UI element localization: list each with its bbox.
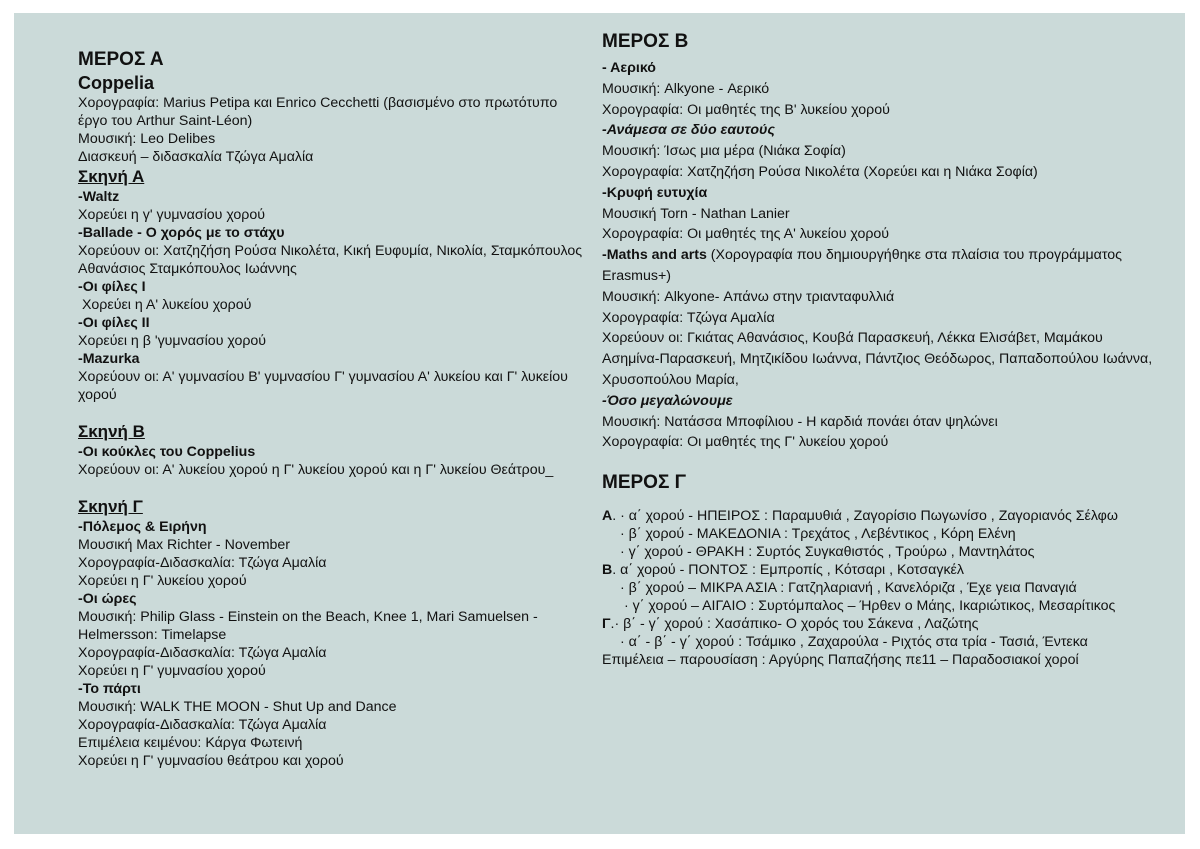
grow-title: -Όσο μεγαλώνουμε xyxy=(602,392,733,409)
friends1-title: -Οι φίλες Ι xyxy=(78,279,146,295)
adaptation-credit: Διασκευή – διδασκαλία Τζώγα Αμαλία xyxy=(78,149,314,165)
folk-b-label: Β xyxy=(602,562,613,579)
scene-c-title: Σκηνή Γ xyxy=(78,497,143,516)
friends2-title: -Οι φίλες ΙΙ xyxy=(78,315,150,331)
hours-title: -Οι ώρες xyxy=(78,591,137,607)
folk-b1-text: . α΄ χορού - ΠΟΝΤΟΣ : Εμπροπίς , Κότσαρι , Κοτσαγκέλ xyxy=(612,562,964,579)
folk-b3 xyxy=(602,597,1157,615)
war-dancers: Χορεύει η Γ' λυκείου χορού xyxy=(78,573,247,589)
hours-choreo: Χορογραφία-Διδασκαλία: Τζώγα Αμαλία xyxy=(78,645,327,661)
scene-b-title: Σκηνή Β xyxy=(78,422,145,441)
waltz-title: -Waltz xyxy=(78,189,120,205)
war-title: -Πόλεμος & Ειρήνη xyxy=(78,519,207,535)
maths-block xyxy=(602,245,1157,287)
hours-music: Μουσική: Philip Glass - Einstein on the Beach, Knee 1, Mari Samuelsen - Helmersson: Timelapse xyxy=(78,609,538,643)
hidden-title: -Κρυφή ευτυχία xyxy=(602,184,708,201)
maths-title: -Maths and arts xyxy=(602,247,707,264)
hidden-choreo: Χορογραφία: Οι μαθητές της Α' λυκείου χορού xyxy=(602,226,890,243)
ballade-title: -Ballade - Ο χορός με το στάχυ xyxy=(78,225,285,241)
mazurka-text: Χορεύουν οι: Α' γυμνασίου Β' γυμνασίου Γ' γυμνασίου Α' λυκείου και Γ' λυκείου χορού xyxy=(78,369,568,403)
folk-a-label: Α xyxy=(602,508,613,525)
folk-a1-text: . · α΄ χορού - ΗΠΕΙΡΟΣ : Παραμυθιά , Ζαγορίσιο Πωγωνίσο , Ζαγοριανός Σέλφω xyxy=(612,508,1118,525)
party-text-editing: Επιμέλεια κειμένου: Κάργα Φωτεινή xyxy=(78,735,303,751)
grow-choreo: Χορογραφία: Οι μαθητές της Γ' λυκείου χορού xyxy=(602,434,889,451)
airy-title: - Αερικό xyxy=(602,60,656,76)
waltz-text: Χορεύει η γ' γυμνασίου χορού xyxy=(78,207,266,223)
folk-credits: Επιμέλεια – παρουσίαση : Αργύρης Παπαζήσης πε11 – Παραδοσιακοί χοροί xyxy=(602,652,1079,669)
part-b-title: ΜΕΡΟΣ Β xyxy=(602,31,689,52)
maths-music: Μουσική: Alkyone- Απάνω στην τριανταφυλλιά xyxy=(602,288,895,305)
between-title: -Ανάμεσα σε δύο εαυτούς xyxy=(602,122,775,139)
friends1-text: Χορεύει η Α' λυκείου χορού xyxy=(78,297,252,313)
folk-a2: · β΄ χορού - ΜΑΚΕΔΟΝΙΑ : Τρεχάτος , Λεβέντικος , Κόρη Ελένη xyxy=(620,526,1016,543)
maths-choreo: Χορογραφία: Τζώγα Αμαλία xyxy=(602,309,775,326)
folk-c2 xyxy=(602,633,1157,651)
scene-a-title: Σκηνή Α xyxy=(78,167,145,186)
party-music: Μουσική: WALK THE MOON - Shut Up and Dance xyxy=(78,699,397,715)
dolls-title: -Οι κούκλες του Coppelius xyxy=(78,444,256,460)
folk-b2: · β΄ χορού – ΜΙΚΡΑ ΑΣΙΑ : Γατζηλαριανή , Κανελόριζα , Έχε γεια Παναγιά xyxy=(620,580,1077,597)
airy-choreo: Χορογραφία: Οι μαθητές της Β' λυκείου χορού xyxy=(602,101,890,118)
ballade-text: Χορεύουν οι: Χατζηζήση Ρούσα Νικολέτα, Κική Ευφυμία, Νικολία, Σταμκόπουλος Αθανάσιος Σταμκόπουλος Ιωάννης xyxy=(78,243,583,277)
part-c-title: ΜΕΡΟΣ Γ xyxy=(602,472,687,494)
grow-music: Μουσική: Νατάσσα Μποφίλιου - Η καρδιά πονάει όταν ψηλώνει xyxy=(602,413,998,430)
right-column xyxy=(602,30,1157,669)
party-choreo: Χορογραφία-Διδασκαλία: Τζώγα Αμαλία xyxy=(78,717,327,733)
between-choreo: Χορογραφία: Χατζηζήση Ρούσα Νικολέτα (Χορεύει και η Νιάκα Σοφία) xyxy=(602,163,1038,180)
folk-a1 xyxy=(602,507,1157,525)
hours-dancers: Χορεύει η Γ' γυμνασίου χορού xyxy=(78,663,266,679)
mazurka-title: -Mazurka xyxy=(78,351,140,367)
between-music: Μουσική: Ίσως μια μέρα (Νιάκα Σοφία) xyxy=(602,143,846,160)
folk-c2-text: · α΄ - β΄ - γ΄ χορού : Τσάμικο , Ζαχαρούλα - Ριχτός στα τρία - Τασιά, Έντεκα xyxy=(620,634,1088,651)
part-a-title: ΜΕΡΟΣ Α xyxy=(78,49,164,70)
folk-c-label: Γ xyxy=(602,616,611,633)
friends2-text: Χορεύει η β 'γυμνασίου χορού xyxy=(78,333,267,349)
maths-note: (Χορογραφία που δημιουργήθηκε στα πλαίσια του προγράμματος Erasmus+) xyxy=(602,247,1123,284)
folk-a3: · γ΄ χορού - ΘΡΑΚΗ : Συρτός Συγκαθιστός , Τρούρω , Μαντηλάτος xyxy=(620,544,1035,561)
music-credit: Μουσική: Leo Delibes xyxy=(78,131,216,147)
choreography-credit: Χορογραφία: Marius Petipa και Enrico Cecchetti (βασισμένο στο πρωτότυπο έργο του Arthur Saint-Léon) xyxy=(78,95,558,129)
work-title: Coppelia xyxy=(78,73,155,93)
folk-b1 xyxy=(602,561,1157,579)
war-choreo: Χορογραφία-Διδασκαλία: Τζώγα Αμαλία xyxy=(78,555,327,571)
dolls-text: Χορεύουν οι: Α' λυκείου χορού η Γ' λυκείου χορού και η Γ' λυκείου Θεάτρου_ xyxy=(78,462,554,478)
hidden-music: Μουσική Torn - Nathan Lanier xyxy=(602,205,790,222)
maths-dancers: Χορεύουν οι: Γκιάτας Αθανάσιος, Κουβά Παρασκευή, Λέκκα Ελισάβετ, Μαμάκου Ασημίνα-Παρασκευή, Μητζικίδου Ιωάννα, Πάντζιος Θεόδωρος, Παπαδοπούλου Ιωάννα, Χρυσοπούλου Μαρία, xyxy=(602,330,1153,388)
war-music: Μουσική Max Richter - November xyxy=(78,537,291,553)
folk-b3-text: · γ΄ χορού – ΑΙΓΑΙΟ : Συρτόμπαλος – Ήρθεν ο Μάης, Ικαριώτικος, Μεσαρίτικος xyxy=(624,598,1116,615)
airy-music: Μουσική: Alkyone - Αερικό xyxy=(602,80,770,97)
folk-c1-text: .· β΄ - γ΄ χορού : Χασάπικο- Ο χορός του Σάκενα , Λαζώτης xyxy=(610,616,979,633)
folk-c1 xyxy=(602,615,1157,633)
party-dancers: Χορεύει η Γ' γυμνασίου θεάτρου και χορού xyxy=(78,753,344,769)
left-column xyxy=(78,48,583,770)
folk-list xyxy=(602,507,1157,669)
party-title: -Το πάρτι xyxy=(78,681,141,697)
